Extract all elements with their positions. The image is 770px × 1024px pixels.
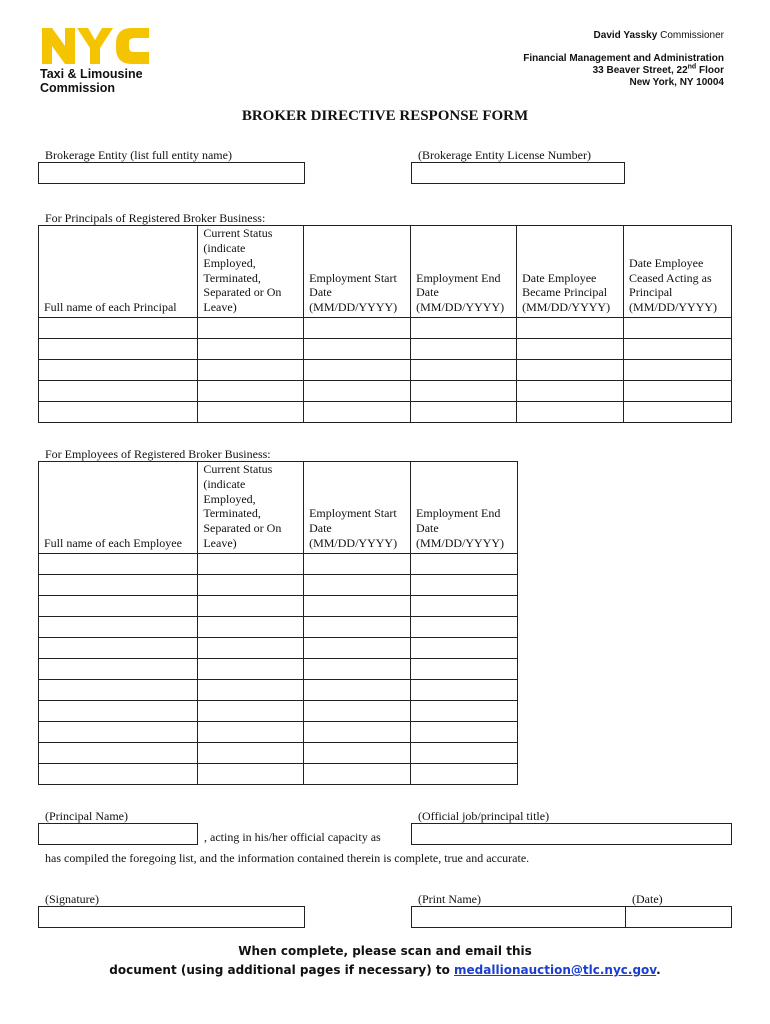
employees-header-row xyxy=(39,462,518,554)
employee-cell[interactable] xyxy=(411,742,518,763)
principal-cell[interactable] xyxy=(624,318,732,339)
entity-name-label: Brokerage Entity (list full entity name) xyxy=(45,148,232,162)
employee-cell[interactable] xyxy=(411,595,518,616)
principal-cell[interactable] xyxy=(304,339,411,360)
employee-cell[interactable] xyxy=(304,763,411,784)
employee-cell[interactable] xyxy=(198,553,304,574)
commissioner-name: David Yassky xyxy=(593,30,658,41)
principal-cell[interactable] xyxy=(411,381,517,402)
employee-cell[interactable] xyxy=(39,616,198,637)
employee-status-header: Current Status (indicate Employed, Terminated, Separated or On Leave) xyxy=(198,462,304,554)
employee-cell[interactable] xyxy=(304,637,411,658)
employee-cell[interactable] xyxy=(411,679,518,700)
employee-row xyxy=(39,553,518,574)
employee-cell[interactable] xyxy=(198,763,304,784)
employee-cell[interactable] xyxy=(304,679,411,700)
license-number-field[interactable] xyxy=(411,162,625,184)
employee-row xyxy=(39,742,518,763)
principal-cell[interactable] xyxy=(517,339,624,360)
principal-cell[interactable] xyxy=(304,360,411,381)
principal-cell[interactable] xyxy=(411,339,517,360)
employee-cell[interactable] xyxy=(411,763,518,784)
employees-section-label: For Employees of Registered Broker Business: xyxy=(45,447,271,461)
date-field[interactable] xyxy=(625,906,732,928)
print-name-label: (Print Name) xyxy=(418,892,481,906)
employee-cell[interactable] xyxy=(304,658,411,679)
principal-status-header: Current Status (indicate Employed, Terminated, Separated or On Leave) xyxy=(198,226,304,318)
nyc-logo xyxy=(40,24,152,66)
employee-cell[interactable] xyxy=(39,742,198,763)
agency-name xyxy=(40,67,143,95)
signature-label: (Signature) xyxy=(45,892,99,906)
official-title-field[interactable] xyxy=(411,823,732,845)
principal-name-field[interactable] xyxy=(38,823,198,845)
principals-table xyxy=(38,225,732,423)
office-address xyxy=(523,53,724,89)
employees-rows xyxy=(39,553,518,784)
employee-cell[interactable] xyxy=(39,679,198,700)
office-name: Financial Management and Administration xyxy=(523,53,724,64)
principals-section-label: For Principals of Registered Broker Business: xyxy=(45,211,266,225)
principal-ceased-date-header: Date Employee Ceased Acting as Principal (MM/DD/YYYY) xyxy=(624,226,732,318)
license-number-label: (Brokerage Entity License Number) xyxy=(418,148,591,162)
principal-cell[interactable] xyxy=(411,318,517,339)
employee-cell[interactable] xyxy=(411,616,518,637)
employee-cell[interactable] xyxy=(198,616,304,637)
principal-cell[interactable] xyxy=(304,318,411,339)
employee-row xyxy=(39,679,518,700)
employee-cell[interactable] xyxy=(304,742,411,763)
principal-cell[interactable] xyxy=(198,402,304,423)
principal-row xyxy=(39,360,732,381)
employee-cell[interactable] xyxy=(304,700,411,721)
employee-row xyxy=(39,637,518,658)
principal-cell[interactable] xyxy=(198,318,304,339)
principal-start-date-header: Employment Start Date (MM/DD/YYYY) xyxy=(304,226,411,318)
principal-name-header: Full name of each Principal xyxy=(39,226,198,318)
agency-name-line1: Taxi & Limousine xyxy=(40,67,143,81)
principal-cell[interactable] xyxy=(624,339,732,360)
principal-cell[interactable] xyxy=(198,381,304,402)
commissioner-title: Commissioner xyxy=(660,30,724,41)
principal-cell[interactable] xyxy=(624,360,732,381)
principal-cell[interactable] xyxy=(411,402,517,423)
principal-cell[interactable] xyxy=(198,360,304,381)
employee-end-date-header: Employment End Date (MM/DD/YYYY) xyxy=(411,462,518,554)
form-title: BROKER DIRECTIVE RESPONSE FORM xyxy=(241,108,529,124)
employee-row xyxy=(39,763,518,784)
principal-cell[interactable] xyxy=(39,318,198,339)
employee-cell[interactable] xyxy=(304,553,411,574)
principal-cell[interactable] xyxy=(39,381,198,402)
employee-cell[interactable] xyxy=(39,637,198,658)
employee-cell[interactable] xyxy=(39,658,198,679)
employee-cell[interactable] xyxy=(304,616,411,637)
employee-cell[interactable] xyxy=(304,574,411,595)
employees-table xyxy=(38,461,518,785)
signature-field[interactable] xyxy=(38,906,305,928)
employee-cell[interactable] xyxy=(411,721,518,742)
employee-row xyxy=(39,700,518,721)
employee-cell[interactable] xyxy=(198,595,304,616)
employee-cell[interactable] xyxy=(411,637,518,658)
email-link[interactable]: medallionauction@tlc.nyc.gov xyxy=(454,963,657,977)
principal-became-date-header: Date Employee Became Principal (MM/DD/YYYY) xyxy=(517,226,624,318)
employee-cell[interactable] xyxy=(39,763,198,784)
entity-name-field[interactable] xyxy=(38,162,305,184)
principals-header-row xyxy=(39,226,732,318)
official-title-label: (Official job/principal title) xyxy=(418,809,550,823)
principal-cell[interactable] xyxy=(517,318,624,339)
employee-cell[interactable] xyxy=(39,595,198,616)
employee-cell[interactable] xyxy=(411,553,518,574)
employee-cell[interactable] xyxy=(411,574,518,595)
principal-cell[interactable] xyxy=(39,360,198,381)
principal-cell[interactable] xyxy=(411,360,517,381)
employee-cell[interactable] xyxy=(198,742,304,763)
employee-cell[interactable] xyxy=(304,595,411,616)
employee-cell[interactable] xyxy=(39,553,198,574)
date-label: (Date) xyxy=(632,892,663,906)
principal-row xyxy=(39,402,732,423)
commissioner-line xyxy=(594,30,724,42)
principal-cell[interactable] xyxy=(304,381,411,402)
footer-line2: document (using additional pages if necessary) to medallionauction@tlc.nyc.gov. xyxy=(109,963,661,977)
employee-row xyxy=(39,721,518,742)
employee-cell[interactable] xyxy=(198,700,304,721)
acting-capacity-text: , acting in his/her official capacity as xyxy=(204,830,381,844)
principal-row xyxy=(39,381,732,402)
principal-cell[interactable] xyxy=(517,360,624,381)
address-line1: 33 Beaver Street, 22nd Floor xyxy=(592,63,724,76)
print-name-field[interactable] xyxy=(411,906,626,928)
principal-cell[interactable] xyxy=(517,402,624,423)
principal-cell[interactable] xyxy=(198,339,304,360)
employee-cell[interactable] xyxy=(39,721,198,742)
principal-cell[interactable] xyxy=(517,381,624,402)
footer-line1: When complete, please scan and email this xyxy=(238,944,532,958)
principal-row xyxy=(39,318,732,339)
employee-name-header: Full name of each Employee xyxy=(39,462,198,554)
employee-cell[interactable] xyxy=(411,658,518,679)
employee-row xyxy=(39,616,518,637)
principal-cell[interactable] xyxy=(624,402,732,423)
principal-cell[interactable] xyxy=(39,339,198,360)
principal-row xyxy=(39,339,732,360)
principal-cell[interactable] xyxy=(624,381,732,402)
principal-cell[interactable] xyxy=(304,402,411,423)
employee-cell[interactable] xyxy=(198,637,304,658)
footer-instructions xyxy=(0,942,770,980)
employee-cell[interactable] xyxy=(39,574,198,595)
employee-cell[interactable] xyxy=(198,574,304,595)
employee-row xyxy=(39,595,518,616)
employee-cell[interactable] xyxy=(411,700,518,721)
address-line2: New York, NY 10004 xyxy=(629,77,724,88)
employee-cell[interactable] xyxy=(39,700,198,721)
employee-row xyxy=(39,574,518,595)
employee-cell[interactable] xyxy=(304,721,411,742)
principal-cell[interactable] xyxy=(39,402,198,423)
certification-statement: has compiled the foregoing list, and the information contained therein is complete, true and accurate. xyxy=(45,851,530,865)
agency-name-line2: Commission xyxy=(40,81,116,95)
principal-end-date-header: Employment End Date (MM/DD/YYYY) xyxy=(411,226,517,318)
principal-name-label: (Principal Name) xyxy=(45,809,128,823)
employee-cell[interactable] xyxy=(198,721,304,742)
employee-cell[interactable] xyxy=(198,658,304,679)
employee-cell[interactable] xyxy=(198,679,304,700)
employee-row xyxy=(39,658,518,679)
principals-rows xyxy=(39,318,732,423)
employee-start-date-header: Employment Start Date (MM/DD/YYYY) xyxy=(304,462,411,554)
